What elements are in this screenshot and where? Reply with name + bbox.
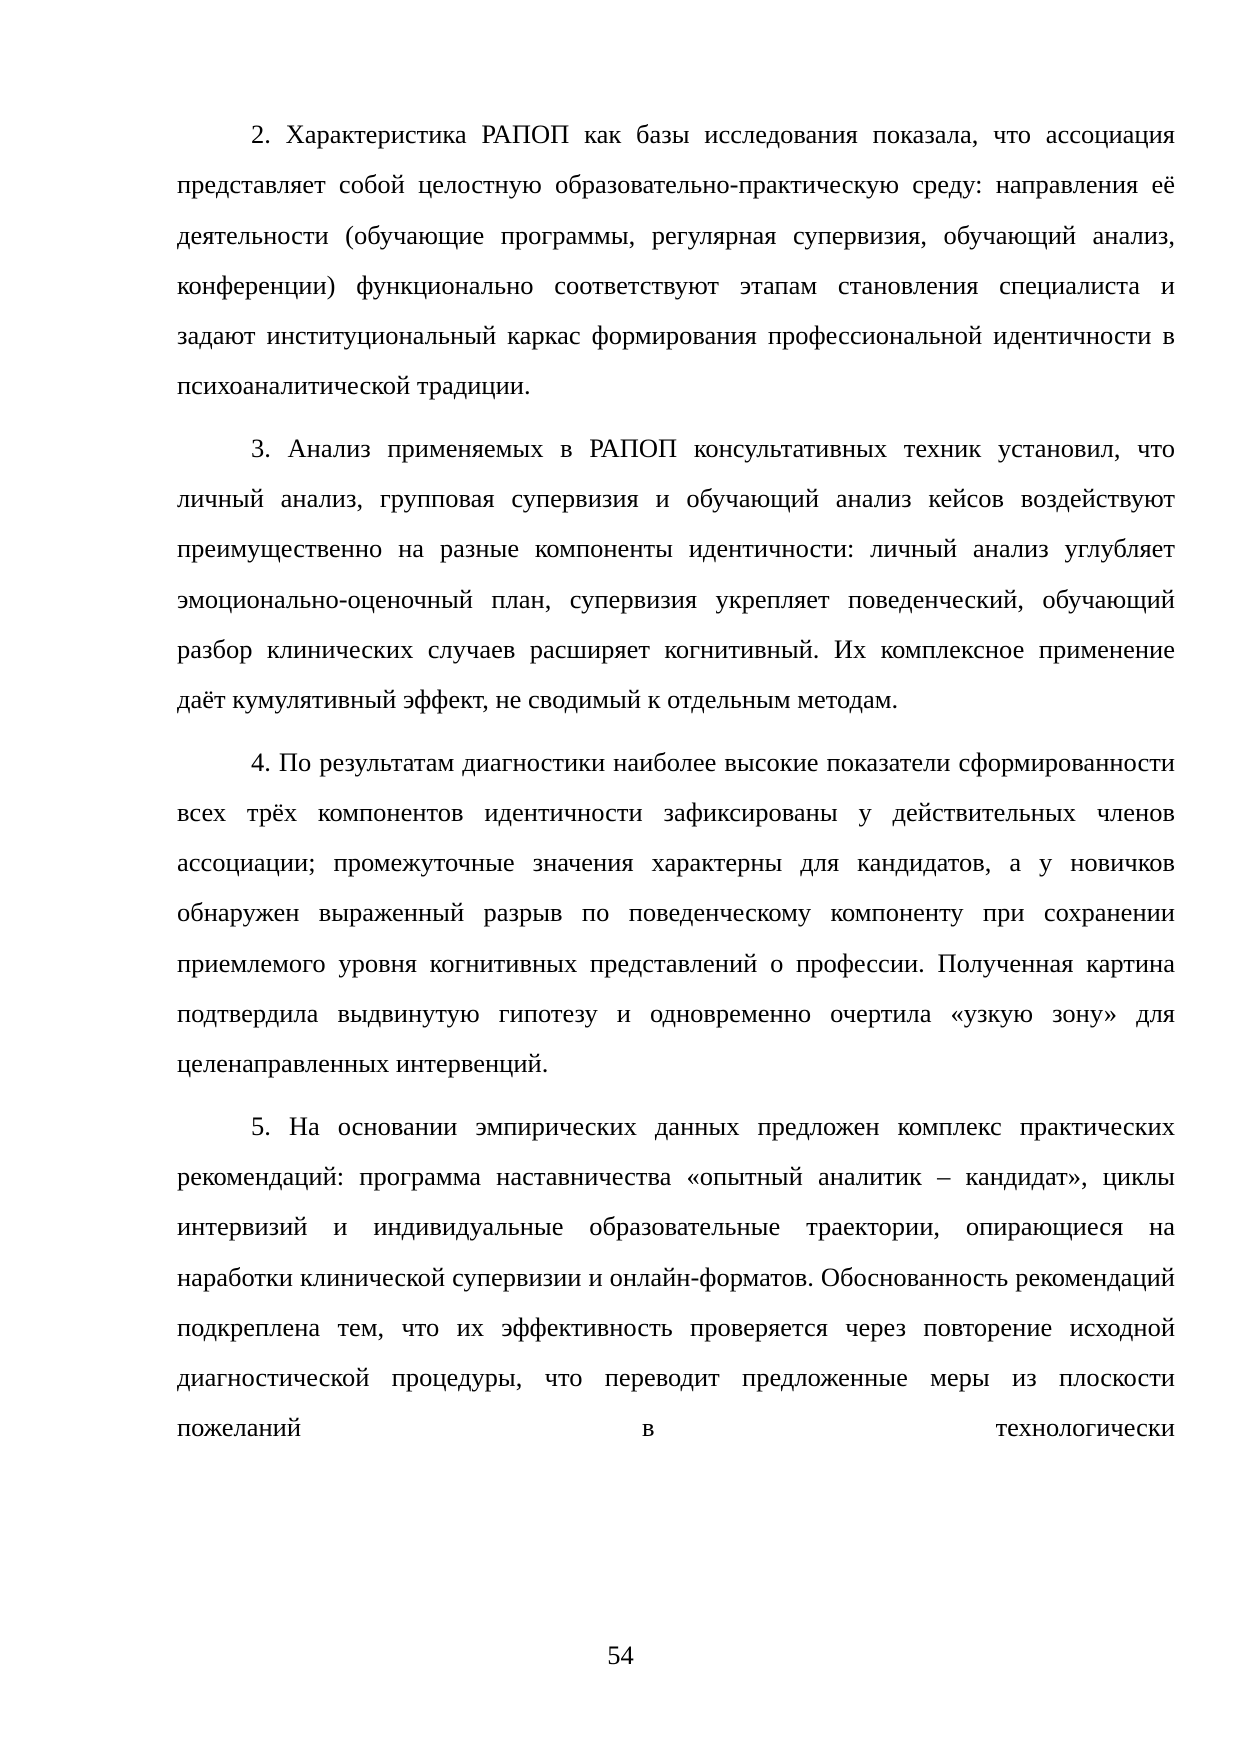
paragraph-conclusion-2: 2. Характеристика РАПОП как базы исследования показала, что ассоциация представляет собой целостную образовательно-практическую среду: направления её деятельности (обучающие программы, регулярная супервизия, обучающий анализ, конференции) функционально соответствуют этапам становления специалиста и задают институциональный каркас формирования профессиональной идентичности в психоаналитической традиции. [177,119,1175,401]
paragraph-conclusion-4: 4. По результатам диагностики наиболее высокие показатели сформированности всех трёх компонентов идентичности зафиксированы у действительных членов ассоциации; промежуточные значения характерны для кандидатов, а у новичков обнаружен выраженный разрыв по поведенческому компоненту при сохранении приемлемого уровня когнитивных представлений о профессии. Полученная картина подтвердила выдвинутую гипотезу и одновременно очертила «узкую зону» для целенаправленных интервенций. [177,746,1175,1079]
paragraph-conclusion-3: 3. Анализ применяемых в РАПОП консультативных техник установил, что личный анализ, групповая супервизия и обучающий анализ кейсов воздействуют преимущественно на разные компоненты идентичности: личный анализ углубляет эмоционально-оценочный план, супервизия укрепляет поведенческий, обучающий разбор клинических случаев расширяет когнитивный. Их комплексное применение даёт кумулятивный эффект, не сводимый к отдельным методам. [177,432,1175,715]
paragraph-conclusion-5: 5. На основании эмпирических данных предложен комплекс практических рекомендаций: программа наставничества «опытный аналитик – кандидат», циклы интервизий и индивидуальные образовательные траектории, опирающиеся на наработки клинической супервизии и онлайн-форматов. Обоснованность рекомендаций подкреплена тем, что их эффективность проверяется через повторение исходной диагностической процедуры, что переводит предложенные меры из плоскости пожеланий в технологически [177,1110,1175,1443]
page-number: 54 [607,1640,634,1670]
document-body [177,109,1175,1453]
